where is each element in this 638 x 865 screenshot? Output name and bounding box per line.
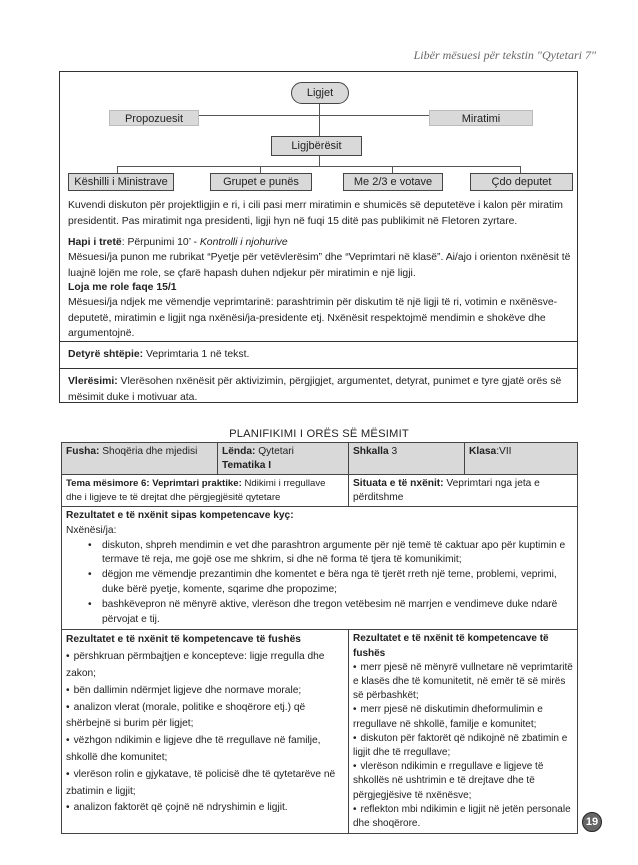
homework-label: Detyrë shtëpie: — [68, 349, 144, 360]
homework — [68, 347, 571, 363]
lesson-box — [59, 71, 578, 403]
list-item: • vëzhgon ndikimin e ligjeve dhe të rregullave në familje, shkollë dhe komunitet; — [66, 733, 344, 767]
table-row — [62, 475, 578, 507]
homework-text: Veprimtaria 1 në tekst. — [143, 349, 250, 360]
tematika: Tematika I — [222, 459, 272, 471]
diagram-box-miratimi: Miratimi — [429, 110, 533, 126]
diagram-box-votat: Me 2/3 e votave — [343, 173, 443, 191]
evaluation-text: Vlerësohen nxënësit për aktivizimin, përgjigjet, argumentet, detyrat, punimet e tyre gjatë orës së mësimit duke i motivuar ata. — [68, 376, 562, 403]
fushes-cell-left — [62, 630, 349, 834]
situata-value: Veprimtari nga jeta e përditshme — [353, 478, 540, 503]
klasa-value: :VII — [496, 446, 512, 457]
table-row — [62, 630, 578, 834]
diagram-box-propozuesit: Propozuesit — [109, 110, 199, 126]
table-row — [62, 507, 578, 630]
running-header: Libër mësuesi për tekstin "Qytetari 7" — [413, 48, 596, 62]
shkalla-value: 3 — [388, 446, 398, 457]
lenda-value: Qytetari — [255, 446, 294, 457]
fusha-cell — [62, 443, 218, 475]
fushes-cell-right — [349, 630, 578, 834]
klasa-label: Klasa — [469, 446, 497, 457]
plan-title: PLANIFIKIMI I ORËS SË MËSIMIT — [229, 428, 409, 440]
diagram-box-keshilli: Këshilli i Ministrave — [68, 173, 174, 191]
table-row — [62, 443, 578, 475]
step-three — [68, 235, 571, 251]
evaluation — [68, 374, 571, 405]
situata-label: Situata e të nxënit: — [353, 478, 444, 489]
nxenesi-label: Nxënësi/ja: — [66, 524, 117, 536]
tema-cell — [62, 475, 349, 507]
tema-value: Ndikimi i rregullave dhe i ligjeve te të drejtat dhe përgjegjësitë qytetare — [66, 478, 326, 503]
situata-cell — [349, 475, 578, 507]
list-item: • dëgjon me vëmendje prezantimin dhe komentet e bëra nga të tjerët rreth një teme, problemi, veprimi, duke bërë pyetje, komente, sqarime dhe propozime; — [102, 568, 573, 598]
diagram-box-ligjberesit: Ligjbërësit — [271, 136, 362, 156]
diagram-box-grupet: Grupet e punës — [210, 173, 312, 191]
lenda-label: Lënda: — [222, 446, 256, 457]
lenda-cell — [218, 443, 349, 475]
lesson-paragraph: Kuvendi diskuton për projektligjin e ri, i cili pasi merr miratimin e shumicës së deputetëve i kalon për miratim presidentit. Pas miratimit nga presidenti, ligji hyn në fuqi 15 ditë pas publikimit në Fletoren zyrtare. — [68, 200, 563, 227]
klasa-cell — [465, 443, 578, 475]
list-item: • bën dallimin ndërmjet ligjeve dhe normave morale; — [66, 683, 344, 700]
list-item: • analizon vlerat (morale, politike e shoqërore etj.) që shërbejnë si burim për ligjet; — [66, 700, 344, 734]
diagram-box-ligjet: Ligjet — [291, 82, 349, 104]
shkalla-label: Shkalla — [353, 446, 389, 457]
roleplay-paragraph: Mësuesi/ja ndjek me vëmendje veprimtarinë: parashtrimin për diskutim të një ligji të ri, votimin e nxënësve-deputetë, miratimin e ligjit nga nxënësi/ja-presidente etj. Nxënësit respektojmë mendimin e shokëve dhe argumentojnë. — [68, 297, 558, 339]
kyc-list — [66, 539, 573, 628]
list-item: • vlerëson ndikimin e rregullave e ligjeve të shkollës në ushtrimin e të drejtave dhe të përgjegjësive të nxënësve; — [353, 760, 573, 803]
roleplay-heading: Loja me role faqe 15/1 — [68, 282, 177, 293]
list-item: • merr pjesë në diskutimin dheformulimin e rregullave në shkollë, familje e komunitet; — [353, 703, 573, 731]
list-item: • merr pjesë në mënyrë vullnetare në veprimtaritë e klasës dhe të komunitetit, në emër të së mirës së përbashkët; — [353, 661, 573, 704]
teacher-paragraph: Mësuesi/ja punon me rubrikat “Pyetje për vetëvlerësim” dhe “Veprimtari në klasë”. Ai/ajo i orienton nxënësit të luajnë lojën me role, se çfarë hapash duhen ndjekur për miratimin e një ligji. — [68, 252, 571, 279]
shkalla-cell — [349, 443, 465, 475]
list-item: • vlerëson rolin e gjykatave, të policisë dhe të qytetarëve në zbatimin e ligjit; — [66, 767, 344, 801]
step-three-italic: Kontrolli i njohurive — [199, 237, 288, 248]
lesson-plan-table — [61, 442, 578, 834]
diagram-box-deputet: Çdo deputet — [470, 173, 573, 191]
list-item: • përshkruan përmbajtjen e konceptevе: ligje rregulla dhe zakon; — [66, 649, 344, 683]
fusha-label: Fusha: — [66, 446, 100, 457]
list-item: • diskuton, shpreh mendimin e vet dhe parashtron argumente për një temë të caktuar apo për kuptimin e termave të reja, me gojë ose me shkrim, si dhe në forma të tjera të komunikimit; — [102, 539, 573, 569]
kyc-heading: Rezultatet e të nxënit sipas kompetencave kyç: — [66, 510, 294, 521]
page-number: 19 — [582, 812, 602, 832]
list-item: • reflekton mbi ndikimin e ligjit në jetën personale dhe shoqërore. — [353, 803, 573, 831]
list-item: • diskuton për faktorët që ndikojnë në zbatimin e ligjit dhe të rregullave; — [353, 732, 573, 760]
step-three-label: Hapi i tretë — [68, 237, 122, 248]
kyc-cell — [62, 507, 578, 630]
step-three-text: : Përpunimi 10’ - — [121, 237, 200, 248]
tema-label: Tema mësimore 6: Veprimtari praktike: — [66, 478, 242, 489]
list-item: • analizon faktorët që çojnë në ndryshimin e ligjit. — [66, 800, 344, 817]
fusha-value: Shoqëria dhe mjedisi — [99, 446, 198, 457]
fushes-heading-right: Rezultatet e të nxënit të kompetencave të fushës — [353, 633, 549, 659]
fushes-heading-left: Rezultatet e të nxënit të kompetencave të fushës — [66, 634, 301, 646]
list-item: • bashkëvepron në mënyrë aktive, vlerëson dhe tregon vetëbesim në marrjen e vendimeve duke ndarë përvojat e tij. — [102, 598, 573, 628]
evaluation-label: Vlerësimi: — [68, 376, 118, 387]
